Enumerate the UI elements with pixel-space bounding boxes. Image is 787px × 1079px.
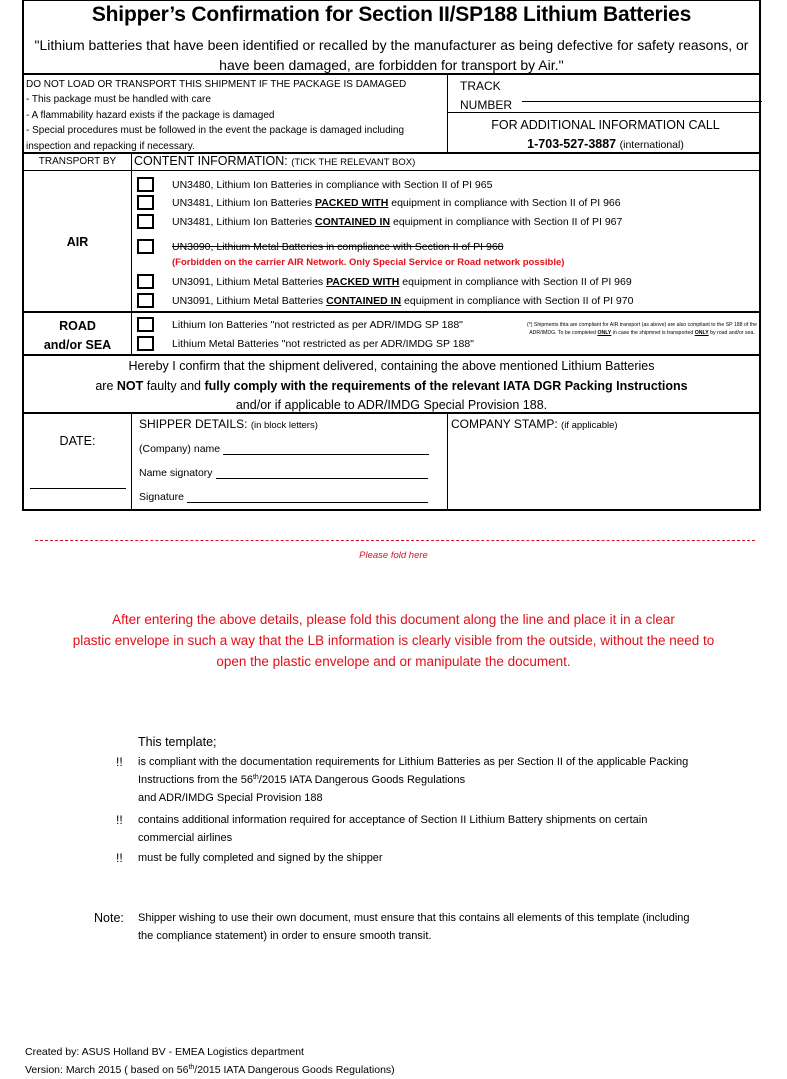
divider (24, 354, 761, 356)
sea-label: and/or SEA (43, 338, 112, 352)
checkbox-un3480[interactable] (137, 177, 154, 192)
divider (131, 153, 132, 356)
transport-by-header: TRANSPORT BY (38, 156, 117, 167)
company-stamp-header: COMPANY STAMP: (if applicable) (451, 417, 618, 431)
track-label-line2: NUMBER (460, 98, 513, 112)
version-info: Version: March 2015 ( based on 56th/2015 IATA Dangerous Goods Regulations) (25, 1064, 395, 1076)
note-line1: Shipper wishing to use their own document, must ensure that this contains all elements of this template (including (138, 912, 690, 924)
divider (131, 413, 132, 510)
instruction-line3: open the plastic envelope and or manipulate the document. (216, 654, 571, 669)
track-label-line1: TRACK (460, 79, 501, 93)
contact-phone: 1-703-527-3887 (527, 137, 617, 151)
checkbox-un3481-packed[interactable] (137, 195, 154, 210)
air-item-un3480: UN3480, Lithium Ion Batteries in compliance with Section II of PI 965 (172, 179, 493, 191)
track-number-field[interactable] (522, 101, 762, 102)
divider (24, 311, 761, 313)
note-line2: the compliance statement) in order to ensure smooth transit. (138, 930, 432, 942)
fold-instructions (30, 609, 757, 672)
road-sea-footnote: (*) Shipments thta are compliant for AIR transport (as above) are also compliant to the SP 188 of the ADR/IMDG. To be completed ONLY in case the shipmnet is transported ONLY by road and/or sea. (526, 322, 757, 337)
company-stamp-area[interactable] (448, 436, 761, 510)
content-info-label: CONTENT INFORMATION: (134, 154, 288, 168)
damage-warning (26, 77, 451, 154)
warning-line: - This package must be handled with care (26, 94, 211, 106)
air-label: AIR (66, 235, 89, 249)
instruction-line1: After entering the above details, please fold this document along the line and place it in a clear (112, 612, 675, 627)
forbidden-note: (Forbidden on the carrier AIR Network. Only Special Service or Road network possible) (172, 257, 565, 268)
air-item-un3091-packed: UN3091, Lithium Metal Batteries PACKED WITH equipment in compliance with Section II of PI 969 (172, 276, 632, 288)
road-item-li-metal: Lithium Metal Batteries "not restricted as per ADR/IMDG SP 188" (172, 338, 474, 350)
content-info-header (134, 153, 415, 171)
checkbox-road-li-ion[interactable] (137, 317, 154, 332)
company-name-field[interactable] (223, 443, 429, 455)
checkbox-un3091-packed[interactable] (137, 274, 154, 289)
warning-line: - A flammability hazard exists if the package is damaged (26, 109, 275, 121)
document-title: Shipper’s Confirmation for Section II/SP188 Lithium Batteries (91, 3, 692, 26)
instruction-line2: plastic envelope in such a way that the LB information is clearly visible from the outside, without the need to (72, 633, 715, 648)
fold-label: Please fold here (359, 550, 428, 561)
air-item-un3481-contained: UN3481, Lithium Ion Batteries CONTAINED IN equipment in compliance with Section II of PI 967 (172, 216, 623, 228)
divider (24, 73, 761, 75)
company-name-row (139, 443, 429, 455)
note-label: Note: (94, 911, 124, 925)
template-heading: This template; (138, 735, 217, 749)
confirmation-line2: are NOT faulty and fully comply with the requirements of the relevant IATA DGR Packing Instructions (95, 378, 688, 393)
air-item-un3090-struck: UN3090, Lithium Metal Batteries in compliance with Section II of PI 968 (172, 241, 504, 253)
road-sea-label (24, 317, 131, 355)
road-label: ROAD (59, 319, 96, 333)
warning-heading: DO NOT LOAD OR TRANSPORT THIS SHIPMENT IF THE PACKAGE IS DAMAGED (26, 79, 407, 90)
fold-line (35, 540, 755, 541)
double-exclamation-icon: !! (116, 755, 123, 769)
double-exclamation-icon: !! (116, 813, 123, 827)
track-number-label (460, 77, 512, 115)
contact-info (448, 116, 763, 155)
name-signatory-field[interactable] (216, 467, 428, 479)
checkbox-un3090[interactable] (137, 239, 154, 254)
document-subtitle: "Lithium batteries that have been identified or recalled by the manufacturer as being defective for safety reasons, or have been damaged, are forbidden for transport by Air.'' (34, 37, 749, 73)
confirmation-line3: and/or if applicable to ADR/IMDG Special Provision 188. (235, 398, 548, 412)
content-info-note: (TICK THE RELEVANT BOX) (291, 157, 416, 168)
name-signatory-row (139, 467, 428, 479)
air-item-un3091-contained: UN3091, Lithium Metal Batteries CONTAINED IN equipment in compliance with Section II of PI 970 (172, 295, 634, 307)
warning-line: - Special procedures must be followed in the event the package is damaged including (26, 125, 405, 137)
confirmation-statement (24, 357, 759, 416)
checkbox-un3091-contained[interactable] (137, 293, 154, 308)
name-signatory-label: Name signatory (139, 467, 213, 479)
contact-phone-note: (international) (619, 139, 684, 151)
checkbox-un3481-contained[interactable] (137, 214, 154, 229)
signature-row (139, 491, 428, 503)
confirmation-line1: Hereby I confirm that the shipment delivered, containing the above mentioned Lithium Batteries (128, 359, 655, 373)
shipper-confirmation-form (22, 0, 761, 511)
shipper-details-header: SHIPPER DETAILS: (in block letters) (139, 417, 318, 431)
warning-line: inspection and repacking if necessary. (26, 140, 195, 152)
date-label: DATE: (59, 434, 96, 448)
road-item-li-ion: Lithium Ion Batteries "not restricted as per ADR/IMDG SP 188" (172, 319, 463, 331)
date-field[interactable] (30, 488, 126, 489)
double-exclamation-icon: !! (116, 851, 123, 865)
signature-field[interactable] (187, 491, 428, 503)
contact-label: FOR ADDITIONAL INFORMATION CALL (491, 118, 720, 132)
checkbox-road-li-metal[interactable] (137, 336, 154, 351)
created-by: Created by: ASUS Holland BV - EMEA Logistics department (25, 1046, 304, 1058)
signature-label: Signature (139, 491, 184, 503)
company-name-label: (Company) name (139, 443, 221, 455)
air-item-un3481-packed: UN3481, Lithium Ion Batteries PACKED WITH equipment in compliance with Section II of PI 966 (172, 197, 621, 209)
